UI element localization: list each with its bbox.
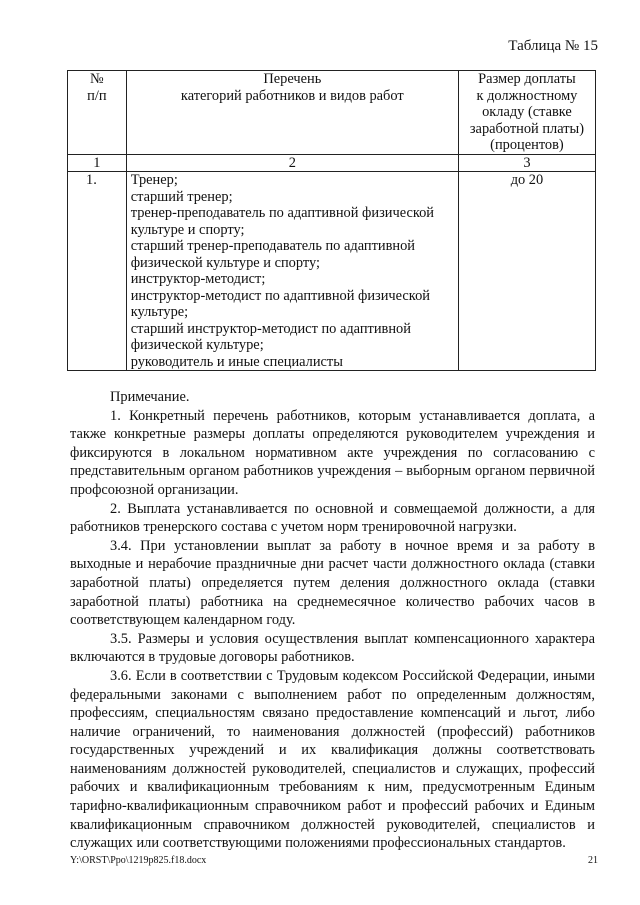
header-amount-line: к должностному [476, 87, 578, 104]
category-line: тренер-преподаватель по адаптивной физической [130, 205, 434, 221]
footer-file-path: Y:\ORST\Ppo\1219p825.f18.docx [70, 855, 207, 866]
category-line: Тренер; [130, 172, 178, 188]
category-line: инструктор-методист; [130, 271, 266, 287]
column-number: 3 [458, 154, 595, 172]
note-paragraph: 2. Выплата устанавливается по основной и совмещаемой должности, а для работников тренерского состава с учетом норм тренировочной нагрузки. [70, 500, 595, 536]
table-row [68, 172, 596, 371]
category-line: физической культуре и спорту; [130, 254, 320, 271]
column-numbering-row [68, 154, 596, 172]
header-amount [458, 71, 595, 155]
column-number: 2 [126, 154, 458, 172]
header-categories [126, 71, 458, 155]
note-paragraph: 1. Конкретный перечень работников, которым устанавливается доплата, а также конкретные размеры доплаты определяются руководителем учреждения и фиксируются в локальном нормативном акте учреждения по согласованию с представительным органом работников учреждения – выборным органом первичной профсоюзной организации. [70, 407, 595, 498]
category-line: старший тренер; [130, 188, 233, 205]
header-number-line: п/п [87, 87, 107, 104]
table-header-row [68, 71, 596, 155]
category-line: культуре; [130, 304, 189, 320]
column-number: 1 [68, 154, 127, 172]
category-line: старший инструктор-методист по адаптивной [130, 320, 411, 337]
note-paragraph: 3.5. Размеры и условия осуществления выплат компенсационного характера включаются в трудовые договоры работников. [70, 630, 595, 666]
header-amount-line: окладу (ставке [482, 104, 572, 120]
row-categories [126, 172, 458, 371]
notes-section [70, 388, 595, 853]
category-line: руководитель и иные специалисты [130, 353, 343, 370]
row-number: 1. [68, 172, 127, 371]
header-amount-line: (процентов) [490, 137, 564, 153]
header-categories-line: категорий работников и видов работ [180, 87, 404, 104]
footer-page-number: 21 [588, 855, 598, 866]
category-line: инструктор-методист по адаптивной физической [130, 287, 430, 304]
note-paragraph: 3.4. При установлении выплат за работу в ночное время и за работу в выходные и нерабочие праздничные дни расчет части должностного оклада (ставки заработной платы) определяется путем деления должностного оклада (ставки заработной платы) работника на среднемесячное количество рабочих часов в соответствующем календарном году. [70, 537, 595, 629]
header-number [68, 71, 127, 155]
allowance-table [67, 70, 596, 371]
category-line: культуре и спорту; [130, 221, 245, 238]
row-amount: до 20 [458, 172, 595, 371]
notes-title: Примечание. [110, 389, 190, 405]
header-amount-line: заработной платы) [469, 120, 584, 137]
table-caption: Таблица № 15 [508, 38, 598, 54]
header-categories-line: Перечень [263, 71, 322, 87]
header-number-line: № [90, 71, 104, 87]
category-line: старший тренер-преподаватель по адаптивной [130, 238, 415, 254]
header-amount-line: Размер доплаты [478, 71, 576, 87]
note-paragraph: 3.6. Если в соответствии с Трудовым кодексом Российской Федерации, иными федеральными законами с выполнением работ по определенным должностям, профессиям, специальностям связано предоставление компенсаций и льгот, либо наличие ограничений, то наименования должностей (профессий) работников государственных учреждений и их квалификация должны соответствовать наименованиям должностей руководителей, специалистов и служащих, профессий рабочих и квалификационным требованиям к ним, предусмотренным Единым тарифно-квалификационным справочником работ и профессий рабочих и Единым квалификационным справочником должностей руководителей, специалистов и служащих или соответствующими положениями профессиональных стандартов. [70, 667, 595, 852]
category-line: физической культуре; [130, 337, 264, 353]
